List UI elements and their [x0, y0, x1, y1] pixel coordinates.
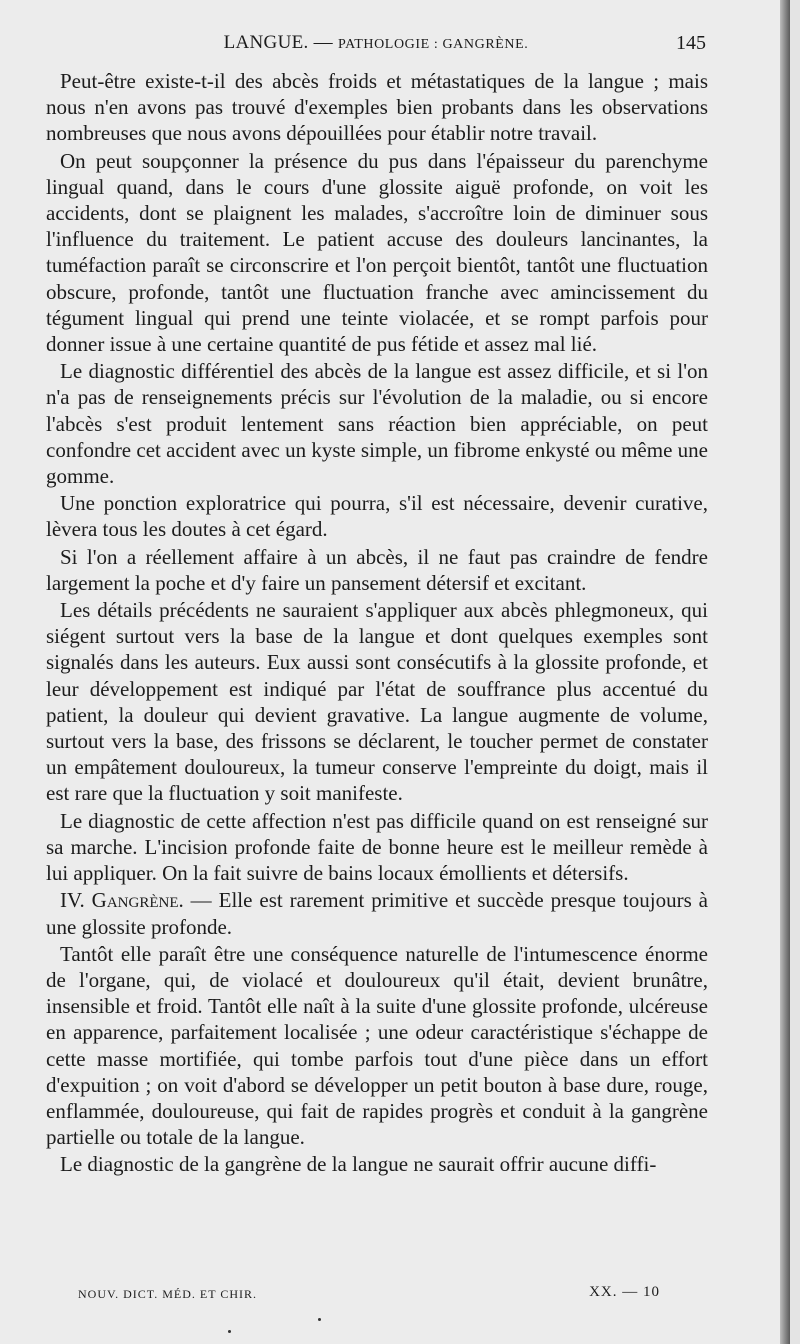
page-number: 145 [676, 32, 706, 54]
running-title-sub: PATHOLOGIE : GANGRÈNE. [337, 37, 529, 52]
footer-volume-sheet: XX. — 10 [589, 1284, 660, 1300]
paragraph: Les détails précédents ne sauraient s'appliquer aux abcès phlegmoneux, qui siégent surtout vers la base de la langue et dont quelques exemples sont signalés dans les auteurs. Eux aussi sont consécutifs à la glossite profonde, et leur développement est indiqué par l'état de souffrance plus accentué du patient, la douleur qui devient gravative. La langue augmente de volume, surtout vers la base, des frissons se déclarent, le toucher permet de constater un empâtement douloureux, la tumeur conserve l'empreinte du doigt, mais il est rare que la fluctuation y soit manifeste. [46, 598, 708, 806]
running-title-dash: — [308, 32, 338, 53]
section-text: — Elle est rarement primitive et succède presque toujours à une glossite profonde. [46, 888, 709, 939]
body-text [46, 68, 708, 1178]
section-numeral: IV. [60, 888, 85, 913]
paragraph: On peut soupçonner la présence du pus dans l'épaisseur du parenchyme lingual quand, dans le cours d'une glossite aiguë profonde, on voit les accidents, dont se plaignent les malades, s'accroître loin de diminuer sous l'influence du traitement. Le patient accuse des douleurs lancinantes, la tuméfaction paraît se circonscrire et l'on perçoit bientôt, tantôt une fluctuation obscure, profonde, tantôt une fluctuation franche avec amincissement du tégument lingual qui prend une teinte violacée, et se rompt parfois pour donner issue à une certaine quantité de pus fétide et assez mal lié. [46, 148, 708, 357]
running-header [46, 32, 706, 60]
page-edge-shadow [780, 0, 790, 1344]
paragraph: Le diagnostic de cette affection n'est pas difficile quand on est renseigné sur sa marche. L'incision profonde faite de bonne heure est le meilleur remède à lui appliquer. On la fait suivre de bains locaux émollients et détersifs. [46, 808, 708, 886]
paragraph: Si l'on a réellement affaire à un abcès, il ne faut pas craindre de fendre largement la poche et d'y faire un pansement détersif et excitant. [46, 544, 708, 595]
paragraph: Le diagnostic différentiel des abcès de la langue est assez difficile, et si l'on n'a pas de renseignements précis sur l'évolution de la maladie, ou si encore l'abcès s'est produit lentement sans réaction bien appréciable, on peut confondre cet accident avec un kyste simple, un fibrome enkysté ou même une gomme. [46, 359, 708, 489]
ink-speck [228, 1330, 231, 1333]
running-title [46, 32, 706, 54]
paragraph: Tantôt elle paraît être une conséquence naturelle de l'intumescence énorme de l'organe, qui, de violacé et douloureux qu'il était, devient brunâtre, insensible et froid. Tantôt elle naît à la suite d'une glossite profonde, ulcéreuse en apparence, parfaitement localisée ; une odeur caractéristique s'échappe de cette masse mortifiée, qui tombe parfois tout d'une pièce dans un effort d'expuition ; on voit d'abord se développer un petit bouton à base dure, rouge, enflammée, douloureuse, qui fait de rapides progrès et conduit à la gangrène partielle ou totale de la langue. [46, 941, 708, 1150]
paragraph: Le diagnostic de la gangrène de la langue ne saurait offrir aucune diffi- [60, 1152, 657, 1177]
ink-speck [318, 1318, 321, 1321]
page-footer [46, 1284, 708, 1304]
section-paragraph [46, 887, 708, 939]
running-title-main: LANGUE. [223, 32, 309, 53]
paragraph: Une ponction exploratrice qui pourra, s'il est nécessaire, devenir curative, lèvera tous les doutes à cet égard. [46, 491, 708, 542]
section-heading: Gangrène. [91, 888, 184, 913]
paragraph: Peut-être existe-t-il des abcès froids et métastatiques de la langue ; mais nous n'en avons pas trouvé d'exemples bien probants dans les observations nombreuses que nous avons dépouillées pour établir notre travail. [46, 69, 708, 146]
footer-signature: NOUV. DICT. MÉD. ET CHIR. [78, 1287, 258, 1301]
